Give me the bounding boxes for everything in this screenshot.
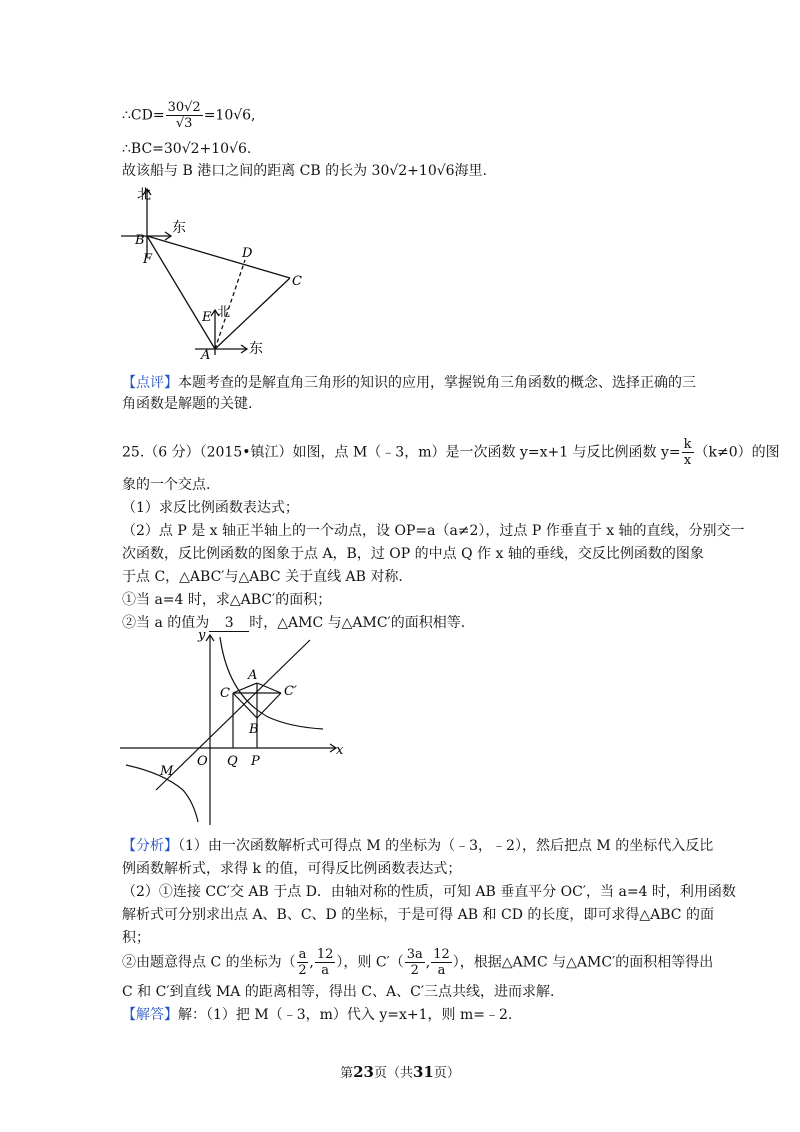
segment-bc-prime bbox=[257, 693, 281, 718]
problem-line-1: 25.（6 分）（2015•镇江）如图，点 M（﹣3，m）是一次函数 y=x+1 与反比例函数 y= $\frac{k}{x}$ （k≠0）的图 bbox=[122, 437, 780, 468]
label-north-mid: 北 bbox=[217, 305, 231, 320]
answer-distance-line: 故该船与 B 港口之间的距离 CB 的长为 30√2+10√6海里. bbox=[122, 163, 488, 179]
graph-label-x: x bbox=[336, 743, 344, 758]
problem-part-2-line-1: （2）点 P 是 x 轴正半轴上的一个动点，设 OP=a（a≠2），过点 P 作垂直于 x 轴的直线，分别交一 bbox=[122, 523, 745, 539]
analysis-tag: 【分析】 bbox=[122, 838, 178, 854]
problem-question-1: ①当 a=4 时，求△ABC′的面积； bbox=[122, 592, 332, 608]
analysis-line-5: 积； bbox=[122, 930, 150, 946]
analysis-line-2: 例函数解析式，求得 k 的值，可得反比例函数表达式； bbox=[122, 861, 462, 877]
cd-fraction: $\frac{30√2}{√3}$ bbox=[167, 100, 201, 131]
graph-label-c: C bbox=[220, 686, 230, 701]
problem-question-2: ②当 a 的值为 3 时，△AMC 与△AMC′的面积相等. bbox=[122, 615, 466, 631]
page-number: 23 bbox=[353, 1063, 374, 1081]
function-graph bbox=[118, 625, 348, 825]
graph-label-p: P bbox=[251, 754, 260, 769]
bc-line: ∴BC=30√2+10√6. bbox=[122, 141, 252, 157]
cd-line: ∴CD= $\frac{30√2}{√3}$ =10√6, bbox=[122, 100, 256, 131]
label-east-top: 东 bbox=[172, 220, 186, 236]
bearing-diagram bbox=[115, 185, 315, 370]
problem-part-2-line-3: 于点 C，△ABC′与△ABC 关于直线 AB 对称. bbox=[122, 569, 403, 585]
label-east-bottom: 东 bbox=[249, 341, 263, 357]
segment-cb bbox=[233, 693, 257, 718]
graph-label-c-prime: C′ bbox=[284, 684, 297, 699]
answer-blank: 3 bbox=[209, 615, 249, 632]
graph-label-y: y bbox=[198, 628, 206, 643]
graph-label-o: O bbox=[197, 754, 208, 769]
label-north-top: 北 bbox=[137, 187, 151, 203]
label-b: B bbox=[135, 233, 145, 248]
problem-line-2: 象的一个交点. bbox=[122, 477, 211, 493]
label-e: E bbox=[202, 310, 212, 325]
page-total: 31 bbox=[413, 1063, 434, 1081]
page-footer: 第23页（共31页） bbox=[340, 1063, 460, 1081]
graph-label-a: A bbox=[248, 668, 258, 683]
analysis-line-6: ②由题意得点 C 的坐标为（ $\frac{a}{2}$ , $\frac{12}{a}$ ），则 C′（ $\frac{3a}{2}$ , $\frac{12}{a}$ ），根据△AMC 与△AMC′的面积相等得出 bbox=[122, 947, 714, 978]
problem-part-2-line-2: 次函数，反比例函数的图象于点 A，B，过 OP 的中点 Q 作 x 轴的垂线，交反比例函数的图象 bbox=[122, 546, 704, 562]
answer-line-1: 【解答】解：（1）把 M（﹣3，m）代入 y=x+1，则 m=﹣2. bbox=[122, 1007, 513, 1023]
label-c: C bbox=[292, 274, 302, 289]
label-d: D bbox=[242, 246, 253, 261]
k-over-x-fraction: $\frac{k}{x}$ bbox=[683, 437, 692, 468]
hyperbola-branch-1 bbox=[220, 637, 323, 729]
comment-line-1: 【点评】本题考查的是解直角三角形的知识的应用，掌握锐角三角函数的概念、选择正确的三 bbox=[122, 375, 696, 391]
problem-part-1: （1）求反比例函数表达式； bbox=[122, 500, 299, 516]
analysis-line-1: 【分析】（1）由一次函数解析式可得点 M 的坐标为（﹣3，﹣2），然后把点 M 的坐标代入反比 bbox=[122, 838, 714, 854]
graph-label-b: B bbox=[249, 722, 259, 737]
label-f: F bbox=[143, 252, 153, 267]
analysis-line-3: （2）①连接 CC′交 AB 于点 D．由轴对称的性质，可知 AB 垂直平分 OC′，当 a=4 时，利用函数 bbox=[122, 884, 736, 900]
graph-label-m: M bbox=[160, 764, 174, 779]
analysis-line-4: 解析式可分别求出点 A、B、C、D 的坐标，于是可得 AB 和 CD 的长度，即可求得△ABC 的面 bbox=[122, 907, 714, 923]
graph-label-q: Q bbox=[227, 754, 238, 769]
label-a: A bbox=[201, 348, 211, 363]
answer-tag: 【解答】 bbox=[122, 1007, 178, 1023]
analysis-line-7: C 和 C′到直线 MA 的距离相等，得出 C、A、C′三点共线，进而求解. bbox=[122, 984, 555, 1000]
comment-tag: 【点评】 bbox=[122, 375, 178, 391]
comment-line-2: 角函数是解题的关键. bbox=[122, 396, 253, 412]
